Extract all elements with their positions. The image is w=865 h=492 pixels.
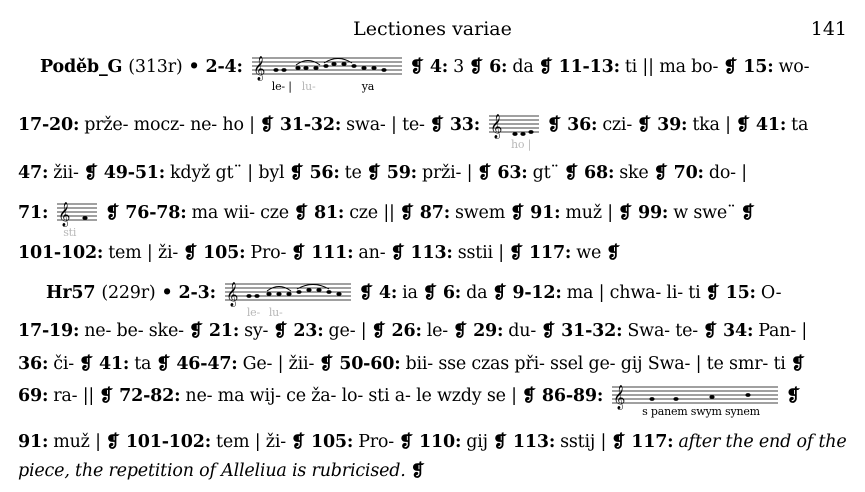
syllable-label: ho | xyxy=(511,138,532,151)
pilcrow-icon: ❡ xyxy=(429,115,444,135)
p2-line-3 xyxy=(18,349,848,379)
variant-text: muž | xyxy=(53,432,101,452)
p1-line-2 xyxy=(18,110,848,151)
p2-line-2 xyxy=(18,316,848,346)
pilcrow-icon: ❡ xyxy=(606,243,621,263)
variant-text: Pro- xyxy=(358,432,394,452)
line-ref: 9-12: xyxy=(512,283,562,303)
pilcrow-icon: ❡ xyxy=(105,432,120,452)
line-ref: 105: xyxy=(310,432,354,452)
line-ref: 4: xyxy=(378,283,398,303)
line-ref: 101-102: xyxy=(125,432,211,452)
treble-clef-icon: 𝄞 xyxy=(490,114,503,138)
line-ref: 76-78: xyxy=(125,203,187,223)
variant-text: ta xyxy=(134,354,152,374)
line-ref: 2-4: xyxy=(205,57,243,77)
variant-text: ge- | xyxy=(328,321,367,341)
syllable-label: s panem swym synem xyxy=(642,405,760,418)
line-ref: 50-60: xyxy=(339,354,401,374)
line-ref: 26: xyxy=(391,321,422,341)
line-ref: 36: xyxy=(18,354,49,374)
pilcrow-icon: ❡ xyxy=(705,283,720,303)
variant-text: ske xyxy=(619,163,649,183)
pilcrow-icon: ❡ xyxy=(508,243,523,263)
variant-text: prže- mocz- ne- ho | xyxy=(84,115,255,135)
pilcrow-icon: ❡ xyxy=(740,203,755,223)
pilcrow-icon: ❡ xyxy=(183,243,198,263)
variant-text: te xyxy=(344,163,362,183)
line-ref: 15: xyxy=(743,57,774,77)
line-ref: 17-19: xyxy=(18,321,80,341)
pilcrow-icon: ❡ xyxy=(399,203,414,223)
variant-text: ma wii- cze xyxy=(191,203,289,223)
variant-text: wo- xyxy=(778,57,810,77)
line-ref: 110: xyxy=(419,432,462,452)
pilcrow-icon: ❡ xyxy=(289,163,304,183)
line-ref: 11-13: xyxy=(558,57,620,77)
pilcrow-icon: ❡ xyxy=(371,321,386,341)
variant-text: we xyxy=(576,243,602,263)
line-ref: 41: xyxy=(755,115,787,135)
pilcrow-icon: ❡ xyxy=(422,283,437,303)
line-ref: 29: xyxy=(473,321,504,341)
pilcrow-icon: ❡ xyxy=(366,163,381,183)
line-ref: 21: xyxy=(208,321,240,341)
pilcrow-icon: ❡ xyxy=(702,321,718,341)
pilcrow-icon: ❡ xyxy=(188,321,203,341)
line-ref: 4: xyxy=(429,57,449,77)
line-ref: 59: xyxy=(386,163,417,183)
line-ref: 117: xyxy=(631,432,674,452)
variant-text: bii- sse czas při- ssel ge- gij Swa- | te smr- ti xyxy=(405,354,786,374)
line-ref: 86-89: xyxy=(541,386,604,406)
line-ref: 46-47: xyxy=(176,354,238,374)
variant-text: ne- ma wij- ce ža- lo- sti a- le wzdy se | xyxy=(185,386,517,406)
line-ref: 111: xyxy=(311,243,354,263)
pilcrow-icon: ❡ xyxy=(563,163,578,183)
pilcrow-icon: ❡ xyxy=(259,115,274,135)
line-ref: 81: xyxy=(313,203,345,223)
pilcrow-icon: ❡ xyxy=(390,243,405,263)
pilcrow-icon: ❡ xyxy=(492,432,507,452)
pilcrow-icon: ❡ xyxy=(637,115,652,135)
line-ref: 72-82: xyxy=(119,386,181,406)
pilcrow-icon: ❡ xyxy=(735,115,750,135)
pilcrow-icon: ❡ xyxy=(521,386,536,406)
variant-text: když gt¨ | byl xyxy=(170,163,285,183)
pilcrow-icon: ❡ xyxy=(547,115,562,135)
syllable-label: ya xyxy=(361,80,375,93)
pilcrow-icon: ❡ xyxy=(453,321,468,341)
variant-text: swa- | te- xyxy=(346,115,425,135)
pilcrow-icon: ❡ xyxy=(293,203,308,223)
pilcrow-icon: ❡ xyxy=(510,203,525,223)
line-ref: 34: xyxy=(723,321,754,341)
variant-text: cze || xyxy=(349,203,395,223)
pilcrow-icon: ❡ xyxy=(290,432,305,452)
variant-text: či- xyxy=(53,354,74,374)
pilcrow-icon: ❡ xyxy=(99,386,114,406)
folio: (229r) xyxy=(101,283,156,303)
bullet: • xyxy=(161,283,173,303)
line-ref: 71: xyxy=(18,203,49,223)
syllable-label: lu- xyxy=(268,306,283,319)
variant-text: do- | xyxy=(708,163,747,183)
variant-text: ti || ma bo- xyxy=(624,57,719,77)
music-staff-svg xyxy=(489,110,539,140)
variant-text: du- xyxy=(508,321,537,341)
line-ref: 6: xyxy=(489,57,508,77)
pilcrow-icon: ❡ xyxy=(358,283,373,303)
pilcrow-icon: ❡ xyxy=(409,57,424,77)
variant-text: sstii | xyxy=(457,243,504,263)
line-ref: 15: xyxy=(725,283,756,303)
treble-clef-icon: 𝄞 xyxy=(252,56,265,80)
line-ref: 31-32: xyxy=(279,115,342,135)
variant-text: sstij | xyxy=(560,432,607,452)
line-ref: 33: xyxy=(449,115,481,135)
syllable-label: sti xyxy=(63,226,77,239)
variant-text: ne- be- ske- xyxy=(84,321,184,341)
variant-text: ia xyxy=(402,283,418,303)
syllable-label: lu- xyxy=(301,80,316,93)
pilcrow-icon: ❡ xyxy=(492,283,507,303)
variant-text: tem | ži- xyxy=(108,243,179,263)
variant-text: gt¨ xyxy=(532,163,559,183)
line-ref: 47: xyxy=(18,163,49,183)
variant-text: Swa- te- xyxy=(627,321,698,341)
line-ref: 63: xyxy=(497,163,528,183)
music-staff xyxy=(57,198,97,239)
pilcrow-icon: ❡ xyxy=(617,203,632,223)
line-ref: 99: xyxy=(637,203,669,223)
siglum: Hr57 xyxy=(46,283,96,303)
p1-line-4 xyxy=(18,198,848,239)
variant-text: tka | xyxy=(692,115,731,135)
variant-text: ta xyxy=(791,115,809,135)
treble-clef-icon: 𝄞 xyxy=(225,282,239,306)
music-staff-svg xyxy=(252,52,402,82)
pilcrow-icon: ❡ xyxy=(410,461,425,481)
variant-text: ra- || xyxy=(53,386,95,406)
p2-line-4 xyxy=(18,381,848,418)
variant-text: O- xyxy=(760,283,782,303)
pilcrow-icon: ❡ xyxy=(723,57,738,77)
line-ref: 6: xyxy=(442,283,462,303)
line-ref: 91: xyxy=(18,432,49,452)
line-ref: 68: xyxy=(584,163,615,183)
variant-text: da xyxy=(466,283,488,303)
pilcrow-icon: ❡ xyxy=(319,354,334,374)
treble-clef-icon: 𝄞 xyxy=(58,202,71,226)
folio: (313r) xyxy=(128,57,183,77)
pilcrow-icon: ❡ xyxy=(398,432,414,452)
syllable-label: le- | xyxy=(271,80,292,93)
variant-text: le- xyxy=(426,321,449,341)
syllable-label: le- xyxy=(246,306,260,319)
line-ref: 23: xyxy=(293,321,324,341)
pilcrow-icon: ❡ xyxy=(156,354,171,374)
line-ref: 105: xyxy=(203,243,246,263)
variant-text: Pan- | xyxy=(758,321,808,341)
variant-text: w swe¨ xyxy=(673,203,736,223)
line-ref: 70: xyxy=(673,163,704,183)
p1-line-3 xyxy=(18,158,848,188)
pilcrow-icon: ❡ xyxy=(541,321,556,341)
music-staff xyxy=(612,381,778,418)
pilcrow-icon: ❡ xyxy=(469,57,484,77)
music-staff xyxy=(225,278,351,319)
line-ref: 87: xyxy=(419,203,450,223)
variant-text: muž | xyxy=(565,203,613,223)
pilcrow-icon: ❡ xyxy=(538,57,553,77)
variant-text: ma | chwa- li- ti xyxy=(566,283,701,303)
music-staff xyxy=(489,110,539,151)
variant-text: prži- | xyxy=(421,163,473,183)
variant-text: žii- xyxy=(53,163,79,183)
line-ref: 113: xyxy=(410,243,453,263)
pilcrow-icon: ❡ xyxy=(83,163,98,183)
pilcrow-icon: ❡ xyxy=(273,321,288,341)
variant-text: 3 xyxy=(453,57,465,77)
variant-text: Pro- xyxy=(250,243,287,263)
music-staff-svg xyxy=(225,278,351,308)
bullet: • xyxy=(188,57,200,77)
variant-text: gij xyxy=(466,432,488,452)
p2-line-5 xyxy=(18,427,848,457)
variant-text: czi- xyxy=(602,115,633,135)
variant-text: da xyxy=(512,57,534,77)
pilcrow-icon: ❡ xyxy=(477,163,492,183)
line-ref: 69: xyxy=(18,386,49,406)
pilcrow-icon: ❡ xyxy=(653,163,668,183)
line-ref: 117: xyxy=(529,243,572,263)
siglum: Poděb_G xyxy=(40,57,123,77)
line-ref: 101-102: xyxy=(18,243,104,263)
music-staff-svg xyxy=(57,198,97,228)
line-ref: 31-32: xyxy=(561,321,623,341)
running-title: Lectiones variae xyxy=(353,18,512,40)
line-ref: 2-3: xyxy=(178,283,216,303)
p1-line-5 xyxy=(18,238,848,268)
variant-text: swem xyxy=(455,203,506,223)
line-ref: 56: xyxy=(309,163,340,183)
editorial-note: piece, the repetition of Alleliua is rubricised. xyxy=(18,461,406,481)
pilcrow-icon: ❡ xyxy=(291,243,306,263)
editorial-note: after the end of the xyxy=(678,432,847,452)
variant-text: tem | ži- xyxy=(216,432,286,452)
line-ref: 49-51: xyxy=(103,163,166,183)
pilcrow-icon: ❡ xyxy=(611,432,626,452)
variant-text: an- xyxy=(358,243,386,263)
pilcrow-icon: ❡ xyxy=(790,354,805,374)
line-ref: 91: xyxy=(530,203,561,223)
treble-clef-icon: 𝄞 xyxy=(613,385,626,409)
p2-line-6 xyxy=(18,456,848,486)
variant-text: sy- xyxy=(244,321,269,341)
line-ref: 41: xyxy=(98,354,130,374)
line-ref: 36: xyxy=(567,115,598,135)
pilcrow-icon: ❡ xyxy=(786,386,801,406)
page-header xyxy=(0,18,865,44)
pilcrow-icon: ❡ xyxy=(78,354,93,374)
p2-line-1 xyxy=(46,278,848,319)
line-ref: 39: xyxy=(657,115,688,135)
pilcrow-icon: ❡ xyxy=(105,203,120,223)
p1-line-1 xyxy=(40,52,848,93)
line-ref: 113: xyxy=(512,432,556,452)
music-staff xyxy=(252,52,402,93)
line-ref: 17-20: xyxy=(18,115,80,135)
page-number: 141 xyxy=(810,18,847,40)
variant-text: Ge- | žii- xyxy=(242,354,315,374)
